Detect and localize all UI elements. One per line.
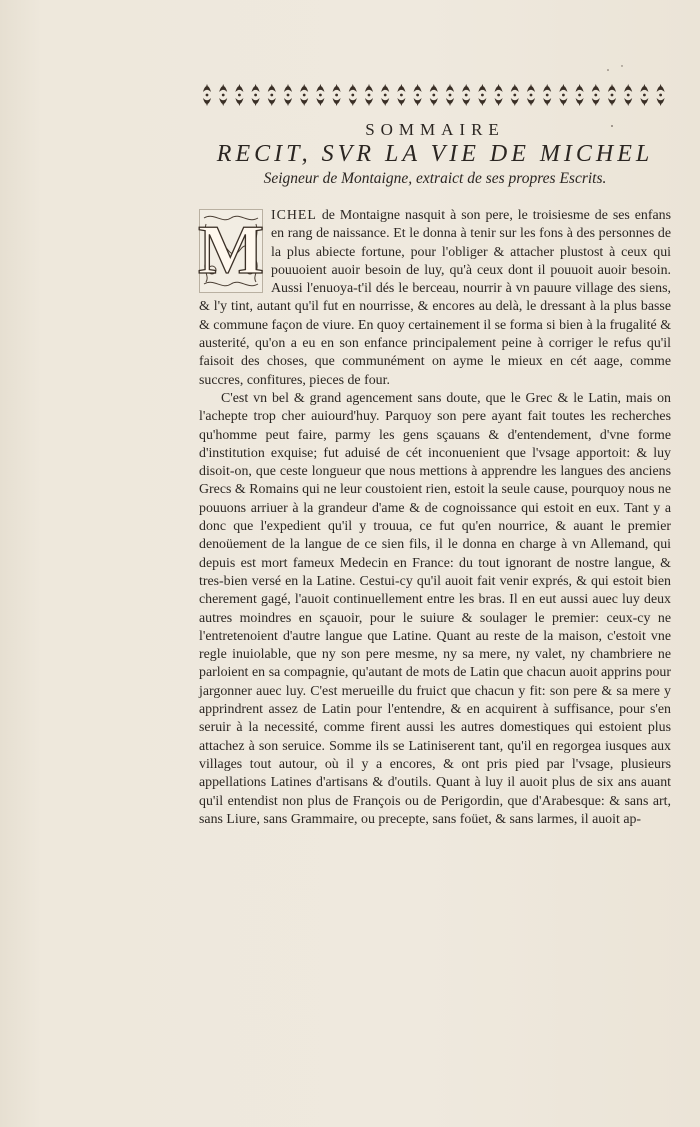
fleuron-glyph [414, 98, 422, 106]
fleuron-glyph [559, 84, 567, 92]
fleuron-glyph [365, 84, 373, 92]
fleuron-glyph [543, 98, 551, 106]
fleuron-dot [578, 94, 581, 97]
fleuron-glyph [349, 84, 357, 92]
fleuron-glyph [284, 84, 292, 92]
fleuron-glyph [511, 98, 519, 106]
fleuron-row [203, 84, 665, 106]
fleuron-glyph [527, 84, 535, 92]
fleuron-glyph [478, 84, 486, 92]
fleuron-dot [368, 94, 371, 97]
fleuron-glyph [333, 84, 341, 92]
fleuron-glyph [640, 98, 648, 106]
fleuron-dot [254, 94, 257, 97]
fleuron-glyph [219, 98, 227, 106]
fleuron-dot [319, 94, 322, 97]
fleuron-glyph [592, 84, 600, 92]
fleuron-glyph [495, 84, 503, 92]
fleuron-glyph [592, 98, 600, 106]
fleuron-glyph [446, 84, 454, 92]
chapter-subtitle: Seigneur de Montaigne, extraict de ses propres Escrits. [263, 170, 607, 187]
summary-heading [199, 116, 671, 190]
fleuron-dot [335, 94, 338, 97]
fleuron-glyph [657, 84, 665, 92]
fleuron-dot [400, 94, 403, 97]
fleuron-glyph [640, 84, 648, 92]
fleuron-glyph [300, 98, 308, 106]
paragraph-1-text: de Montaigne nasquit à son pere, le troisiesme de ses enfans en rang de naissance. Et le donna à tenir sur les fons à des personnes de la plus abiecte fortune, pour l'obliger & attacher plustost à ceux qui pouuoient auoir besoin de luy, qu'à ceux dont il pouuoit auoir besoin. Aussi l'enuoya-t'il dés le berceau, nourrir à vn pauure village des siens, & l'y tint, autant qu'il fut en nourrisse, & encores au delà, le dressant à la plus basse & commune façon de viure. En quoy certainement il se forma si bien à la frugalité & austerité, qu'on a eu en son enfance principalement peine à corriger le refus qu'il faisoit des choses, que communément on ayme le mieux en cét aage, comme succres, confitures, pieces de four. [199, 208, 671, 388]
fleuron-glyph [219, 84, 227, 92]
chapter-title: RECIT, SVR LA VIE DE MICHEL [216, 141, 654, 167]
fleuron-dot [513, 94, 516, 97]
fleuron-dot [594, 94, 597, 97]
fleuron-glyph [576, 98, 584, 106]
fleuron-glyph [381, 84, 389, 92]
paragraph-2: C'est vn bel & grand agencement sans doute, que le Grec & le Latin, mais on l'achepte trop cher auiourd'huy. Parquoy son pere ayant fait toutes les recherches qu'homme peut faire, parmy les gens sçauans & d'entendement, d'vne forme d'institution exquise; fut aduisé de cét inconuenient que l'vsage apportoit: & luy disoit-on, que ceste longueur que nous mettions à apprendre les langues des anciens Grecs & Romains qui ne leur coustoient rien, estoit la seule cause, pourquoy nous ne pouuons arriuer à la grandeur d'ame & de cognoissance qui estoit en eux. Tant y a donc que l'expedient qu'il y trouua, ce fut qu'en nourrice, & auant le premier denoüement de la langue de ce sien fils, il le donna en charge à vn Allemand, qui depuis est mort fameux Medecin en France: du tout ignorant de nostre langue, & tres-bien versé en la Latine. Cestui-cy qu'il auoit fait venir exprés, & qui estoit bien cherement gagé, l'auoit continuellement entre les bras. Il en eut aussi auec luy deux autres moindres en sçauoir, pour le suiure & soulager le premier: ceux-cy ne l'entretenoient d'autre langue que Latine. Quant au reste de la maison, c'estoit vne regle inuiolable, que ny son pere mesme, ny sa mere, ny valet, ny chambriere ne parloient en sa compagnie, qu'autant de mots de Latin que chacun auoit apprins pour jargonner auec luy. C'est merueille du fruict que chacun y fit: son pere & sa mere y apprindrent assez de Latin pour l'entendre, & en acquirent à suffisance, pour s'en seruir à la necessité, comme firent aussi les autres domestiques qui estoient plus attachez à son seruice. Somme ils se Latiniserent tant, qu'il en regorgea iusques aux villages tout autour, où il y a encores, & ont pris pied par l'vsage, plusieurs appellations Latines d'artisans & d'outils. Quant à luy il auoit plus de six ans auant qu'il entendist non plus de François ou de Perigordin, que d'Arabesque: & sans art, sans Liure, sans Grammaire, ou precepte, sans foüet, & sans larmes, il auoit ap- [199, 390, 671, 827]
fleuron-glyph [203, 84, 211, 92]
fleuron-dot [432, 94, 435, 97]
fleuron-glyph [235, 84, 243, 92]
initial-letter: M [197, 211, 265, 289]
fleuron-glyph [511, 84, 519, 92]
fleuron-dot [303, 94, 306, 97]
fleuron-dot [351, 94, 354, 97]
fleuron-glyph [365, 98, 373, 106]
fleuron-glyph [495, 98, 503, 106]
fleuron-dot [384, 94, 387, 97]
body-text [199, 207, 671, 829]
fleuron-dot [206, 94, 209, 97]
fleuron-glyph [462, 98, 470, 106]
fleuron-dot [416, 94, 419, 97]
fleuron-glyph [657, 98, 665, 106]
fleuron-glyph [381, 98, 389, 106]
fleuron-glyph [414, 84, 422, 92]
fleuron-dot [481, 94, 484, 97]
fleuron-dot [222, 94, 225, 97]
fleuron-dot [270, 94, 273, 97]
fleuron-glyph [430, 84, 438, 92]
fleuron-glyph [349, 98, 357, 106]
fleuron-dot [287, 94, 290, 97]
fleuron-glyph [333, 98, 341, 106]
fleuron-glyph [478, 98, 486, 106]
fleuron-glyph [543, 84, 551, 92]
fleuron-dot [562, 94, 565, 97]
fleuron-glyph [235, 98, 243, 106]
fleuron-glyph [300, 84, 308, 92]
fleuron-glyph [462, 84, 470, 92]
fleuron-glyph [527, 98, 535, 106]
fleuron-glyph [430, 98, 438, 106]
fleuron-dot [530, 94, 533, 97]
fleuron-dot [449, 94, 452, 97]
fleuron-glyph [252, 98, 260, 106]
fleuron-glyph [316, 98, 324, 106]
fleuron-glyph [316, 84, 324, 92]
fleuron-glyph [268, 84, 276, 92]
paragraph-1 [199, 207, 671, 390]
fleuron-glyph [252, 84, 260, 92]
first-word-lead: ICHEL [271, 208, 317, 223]
decorated-initial [199, 209, 263, 293]
fleuron-dot [659, 94, 662, 97]
fleuron-glyph [397, 98, 405, 106]
fleuron-glyph [284, 98, 292, 106]
fleuron-glyph [203, 98, 211, 106]
fleuron-glyph [576, 84, 584, 92]
fleuron-dot [546, 94, 549, 97]
fleuron-glyph [268, 98, 276, 106]
fleuron-dot [643, 94, 646, 97]
fleuron-glyph [446, 98, 454, 106]
fleuron-dot [238, 94, 241, 97]
fleuron-dot [465, 94, 468, 97]
fleuron-glyph [559, 98, 567, 106]
fleuron-dot [497, 94, 500, 97]
summary-kicker: SOMMAIRE [365, 120, 505, 139]
fleuron-glyph [397, 84, 405, 92]
